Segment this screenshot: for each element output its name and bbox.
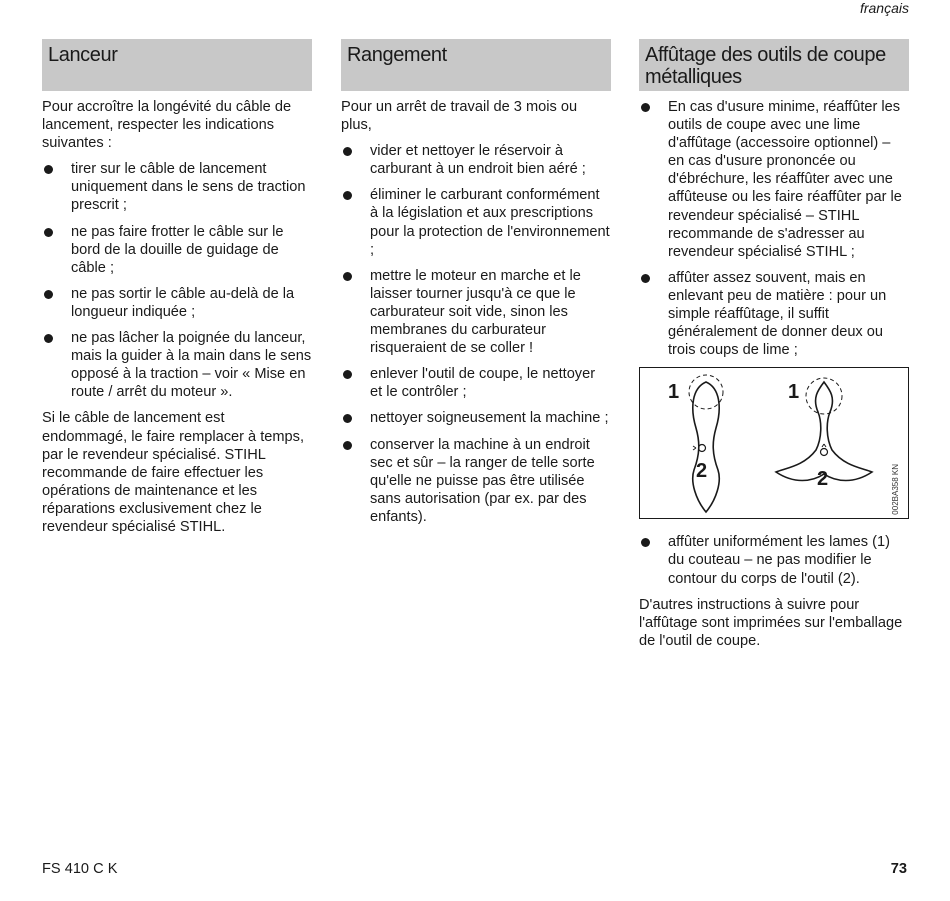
callout-1-left: 1 (668, 381, 680, 404)
page-number: 73 (890, 861, 907, 877)
hub-arrow-left (693, 446, 696, 450)
blade-sharpening-figure (639, 367, 909, 519)
list-item (341, 409, 611, 427)
list-item-text: ne pas sortir le câble au-delà de la longueur indiquée ; (71, 285, 295, 320)
list-item-text: affûter uniformément les lames (1) du couteau – ne pas modifier le contour du corps de l'outil (2). (668, 534, 890, 587)
bullet-icon (44, 290, 53, 299)
list-item-text: nettoyer soigneusement la machine ; (370, 410, 609, 427)
sharpen-circle-left (689, 375, 723, 409)
list-item (42, 160, 312, 214)
bullet-list (639, 533, 909, 587)
language-label: français (859, 0, 909, 16)
section-rangement (341, 39, 611, 534)
list-item-text: éliminer le carburant conformément à la législation et aux prescriptions pour la protection de l'environnement ; (370, 187, 610, 258)
list-item-text: mettre le moteur en marche et le laisser tourner jusqu'à ce que le carburateur soit vide, sinon les membranes du carburateur risqueraient de se coller ! (370, 267, 581, 357)
list-item-text: enlever l'outil de coupe, le nettoyer et le contrôler ; (370, 366, 596, 401)
bullet-icon (641, 538, 650, 547)
hub-arrow-right (822, 444, 826, 447)
list-item-text: En cas d'usure minime, réaffûter les outils de coupe avec une lime d'affûtage (accessoire optionnel) – en cas d'usure prononcée ou d'ébréchure, les réaffûter avec une affûteuse ou les faire réaffûter par le revendeur spécialisé – STIHL recommande de s'adresser au revendeur spécialisé STIHL ; (668, 99, 902, 260)
bullet-icon (641, 103, 650, 112)
list-item-text: conserver la machine à un endroit sec et sûr – la ranger de telle sorte qu'elle ne puisse pas être utilisée sans autorisation (par ex. par des enfants). (370, 436, 595, 525)
section-lanceur (42, 39, 312, 544)
blade-diagram (640, 368, 908, 518)
list-item (42, 329, 312, 401)
list-item-text: vider et nettoyer le réservoir à carburant à un endroit bien aéré ; (370, 143, 586, 178)
outro-paragraph: Si le câble de lancement est endommagé, le faire remplacer à temps, par le revendeur spécialisé. STIHL recommande de faire effectuer les opérations de maintenance et les réparations exclusivement chez le revendeur spécialisé STIHL. (42, 410, 304, 535)
bullet-icon (641, 274, 650, 283)
bullet-list (341, 142, 611, 526)
intro-paragraph: Pour accroître la longévité du câble de lancement, respecter les indications suivantes : (42, 99, 292, 152)
bullet-icon (343, 147, 352, 156)
bullet-icon (343, 191, 352, 200)
callout-1-right: 1 (788, 381, 800, 404)
section-title: Affûtage des outils de coupe métalliques (639, 39, 909, 91)
bullet-icon (44, 228, 53, 237)
outro-paragraph: D'autres instructions à suivre pour l'affûtage sont imprimées sur l'emballage de l'outil de coupe. (639, 596, 903, 649)
list-item (341, 267, 611, 357)
sharpen-circle-right (806, 378, 842, 414)
bullet-icon (44, 165, 53, 174)
section-affutage (639, 39, 909, 658)
list-item (341, 186, 611, 258)
two-blade-knife-shape (693, 382, 720, 512)
callout-2-left: 2 (696, 460, 708, 483)
list-item-text: ne pas faire frotter le câble sur le bord de la douille de guidage de câble ; (71, 223, 284, 276)
hub-hole-right (821, 449, 828, 456)
figure-code: 002BA358 KN (890, 463, 900, 515)
list-item (639, 98, 909, 261)
list-item (639, 533, 909, 587)
model-name: FS 410 C K (42, 861, 118, 877)
list-item (341, 142, 611, 178)
intro-paragraph: Pour un arrêt de travail de 3 mois ou plus, (341, 99, 578, 134)
list-item (639, 269, 909, 359)
bullet-icon (343, 441, 352, 450)
bullet-icon (343, 272, 352, 281)
list-item-text: affûter assez souvent, mais en enlevant peu de matière : pour un simple réaffûtage, il suffit généralement de donner deux ou trois coups de lime ; (668, 269, 887, 359)
section-body (341, 98, 611, 526)
bullet-list (42, 160, 312, 401)
list-item (42, 285, 312, 321)
list-item (341, 365, 611, 401)
section-body (639, 98, 909, 650)
section-body (42, 98, 312, 536)
list-item-text: tirer sur le câble de lancement uniquement dans le sens de traction prescrit ; (71, 161, 306, 214)
section-title: Rangement (341, 39, 611, 91)
bullet-icon (343, 414, 352, 423)
list-item (341, 436, 611, 526)
list-item (42, 223, 312, 277)
bullet-icon (44, 334, 53, 343)
callout-2-right: 2 (817, 468, 829, 491)
bullet-icon (343, 370, 352, 379)
section-title: Lanceur (42, 39, 312, 91)
list-item-text: ne pas lâcher la poignée du lanceur, mais la guider à la main dans le sens opposé à la traction – voir « Mise en route / arrêt du moteur ». (71, 330, 312, 401)
bullet-list (639, 98, 909, 359)
